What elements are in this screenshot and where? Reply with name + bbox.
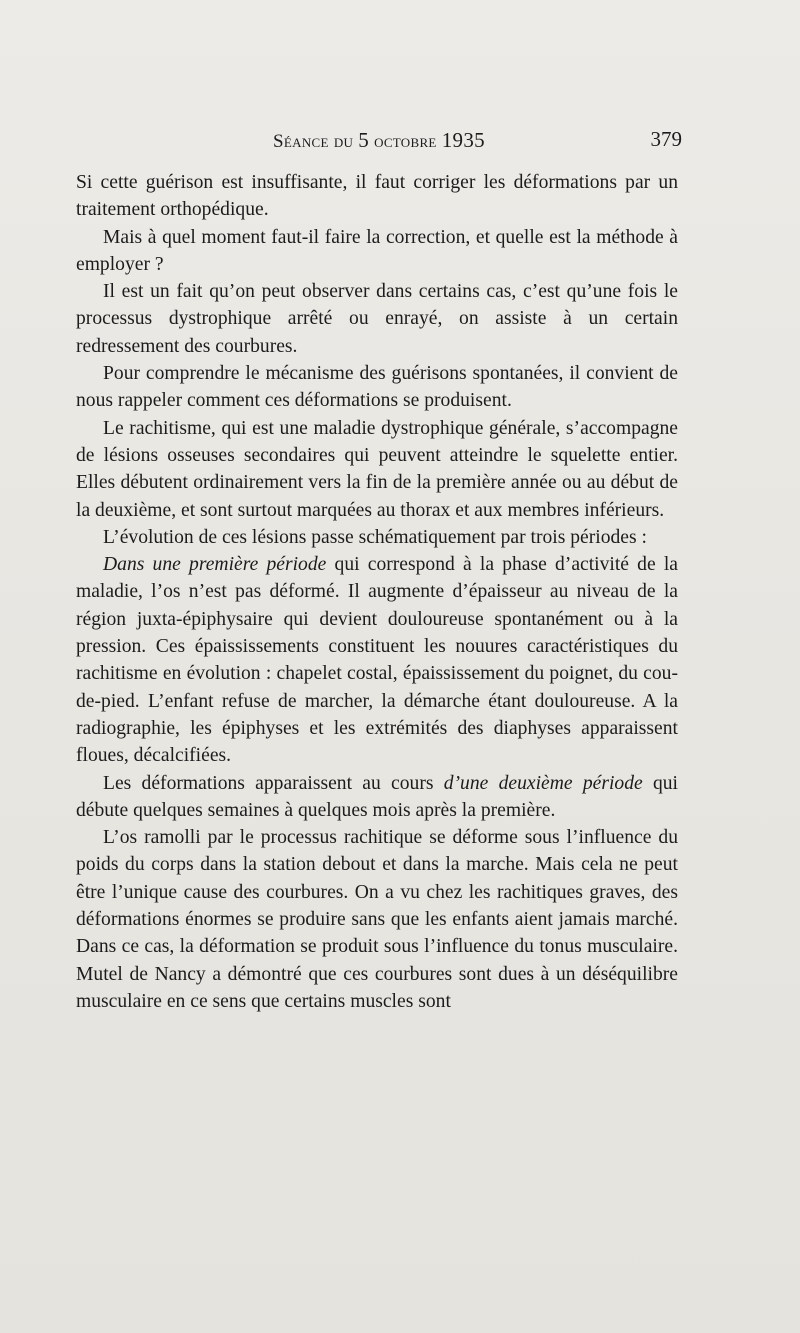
head-year: 1935 [441, 128, 485, 152]
running-head [76, 128, 682, 158]
paragraph-4: Pour comprendre le mécanisme des guérisons spontanées, il convient de nous rappeler comment ces déformations se produisent. [76, 363, 678, 412]
paragraph-8-italic: d’une deuxième période [443, 772, 643, 794]
paragraph-1: Si cette guérison est insuffisante, il faut corriger les déformations par un traitement orthopédique. [76, 172, 678, 221]
paragraph-9: L’os ramolli par le processus rachitique se déforme sous l’influence du poids du corps dans la station debout et dans la marche. Mais cela ne peut être l’unique cause des courbures. On a vu chez les rachitiques graves, des déformations énormes se produire sans que les enfants aient jamais marché. Dans ce cas, la déformation se produit sous l’influence du tonus musculaire. Mutel de Nancy a démontré que ces courbures sont dues à un déséquilibre musculaire en ce sens que certains muscles sont [76, 827, 678, 1012]
page-number: 379 [650, 127, 682, 151]
body-text [76, 169, 678, 1015]
paragraph-7 [76, 551, 678, 769]
paragraph-8-lead: Les déformations apparaissent au cours [103, 772, 444, 794]
paragraph-8 [76, 770, 678, 825]
paragraph-6: L’évolution de ces lésions passe schématiquement par trois périodes : [103, 526, 647, 548]
paragraph-7-text: qui correspond à la phase d’activité de la maladie, l’os n’est pas déformé. Il augmente d’épaisseur au niveau de la région juxta-épiphysaire qui devient douloureuse spontanément ou à la pression. Ces épaississements constituent les nouures caractéristiques du rachitisme en évolution : chapelet costal, épaississement du poignet, du cou-de-pied. L’enfant refuse de marcher, la démarche étant douloureuse. A la radiographie, les épiphyses et les extrémités des diaphyses apparaissent floues, décalcifiées. [76, 554, 678, 767]
paragraph-7-italic-lead: Dans une première période [103, 554, 327, 576]
paragraph-8-text: qui débute quelques semaines à quelques mois après la première. [76, 772, 678, 821]
paragraph-2: Mais à quel moment faut-il faire la correction, et quelle est la méthode à employer ? [76, 226, 678, 275]
head-word-seance: Séance [273, 131, 329, 152]
head-day: 5 [358, 128, 370, 152]
head-word-du: du [333, 131, 354, 152]
running-head-title [76, 128, 682, 153]
paragraph-5: Le rachitisme, qui est une maladie dystrophique générale, s’accompagne de lésions osseuses secondaires qui peuvent atteindre le squelette entier. Elles débutent ordinairement vers la fin de la première année ou au début de la deuxième, et sont surtout marquées au thorax et aux membres inférieurs. [76, 417, 678, 521]
head-month: octobre [374, 131, 437, 152]
paragraph-3: Il est un fait qu’on peut observer dans certains cas, c’est qu’une fois le processus dystrophique arrêté ou enrayé, on assiste à un certain redressement des courbures. [76, 281, 678, 357]
